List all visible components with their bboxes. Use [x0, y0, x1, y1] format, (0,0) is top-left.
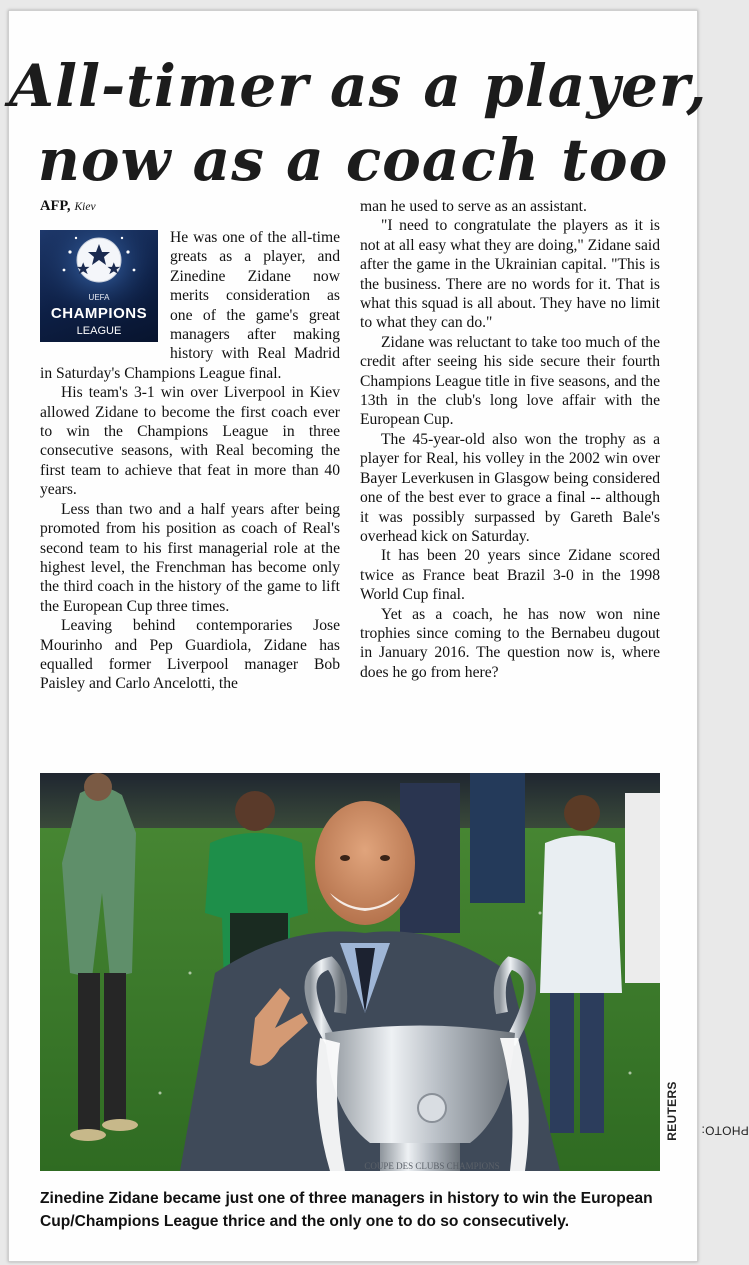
paragraph-right-3: Zidane was reluctant to take too much of the credit after seeing his side secure their fourth Champions League title in five seasons, and the 13th in the club's long love affair with the European Cup. — [360, 333, 660, 429]
paragraph-right-4: The 45-year-old also won the trophy as a player for Real, his volley in the 2002 win over Bayer Leverkusen in Glasgow being considered one of the best ever to grace a final -- although it was possibly surpassed by Gareth Bale's overhead kick on Saturday. — [360, 430, 660, 545]
paragraph-right-2: "I need to congratulate the players as it is not at all easy what they are doing," Zidane said after the game in the Ukrainian capital. "This is the business. There are no words for it. That is what this squad is all about. They have no limit to what they can do." — [360, 217, 660, 332]
logo-text-champions: CHAMPIONS — [50, 305, 148, 322]
news-photo — [40, 773, 660, 1171]
photo-credit — [662, 1051, 749, 1171]
paragraph-right-1: man he used to serve as an assistant. — [360, 198, 587, 215]
headline-line-1: All-timer as a player, — [9, 52, 708, 120]
byline — [40, 197, 340, 216]
paragraph-left-4: Leaving behind contemporaries Jose Mourinho and Pep Guardiola, Zidane has equalled former Liverpool manager Bob Paisley and Carlo Ancelotti, the — [40, 617, 340, 693]
photo-caption: Zinedine Zidane became just one of three managers in history to win the European Cup/Champions League thrice and the only one to do so consecutively. — [40, 1190, 653, 1230]
champions-league-logo — [40, 230, 158, 342]
paragraph-left-1: He was one of the all-time greats as a player, and Zinedine Zidane now merits consideration as one of the game's great managers after making history with Real Madrid in Saturday's Champions League final. — [40, 229, 340, 382]
article-column-right — [360, 197, 660, 682]
headline-line-2: now as a coach too — [37, 126, 669, 194]
logo-text-uefa: UEFA — [88, 293, 110, 302]
starball-icon — [40, 230, 158, 342]
byline-agency: AFP, — [40, 198, 71, 214]
paragraph-right-5: It has been 20 years since Zidane scored twice as France beat Brazil 3-0 in the 1998 World Cup final. — [360, 547, 660, 604]
paragraph-left-3: Less than two and a half years after being promoted from his position as coach of Real's second team to his first managerial role at the highest level, the Frenchman has become only the third coach in the history of the game to lift the European Cup three times. — [40, 500, 340, 615]
article-column-left — [40, 197, 340, 694]
paragraph-left-2: His team's 3-1 win over Liverpool in Kiev allowed Zidane to become the first coach ever to win the Champions League in three consecutive seasons, with Real becoming the first team to achieve that feat in more than 40 years. — [40, 384, 340, 499]
headline — [9, 49, 708, 197]
photo-credit-source: REUTERS — [665, 1081, 679, 1141]
zidane-trophy-photo — [40, 773, 660, 1171]
paragraph-right-6: Yet as a coach, he has now won nine trophies since coming to the Bernabeu dugout in January 2016. The question now is, where does he go from here? — [360, 605, 660, 681]
newspaper-page — [8, 10, 749, 1262]
trophy-inscription: COUPE DES CLUBS CHAMPIONS — [364, 1161, 500, 1171]
photo-credit-prefix: PHOTO: — [701, 1123, 749, 1138]
byline-place: Kiev — [74, 201, 96, 213]
logo-text-league: LEAGUE — [76, 325, 122, 337]
